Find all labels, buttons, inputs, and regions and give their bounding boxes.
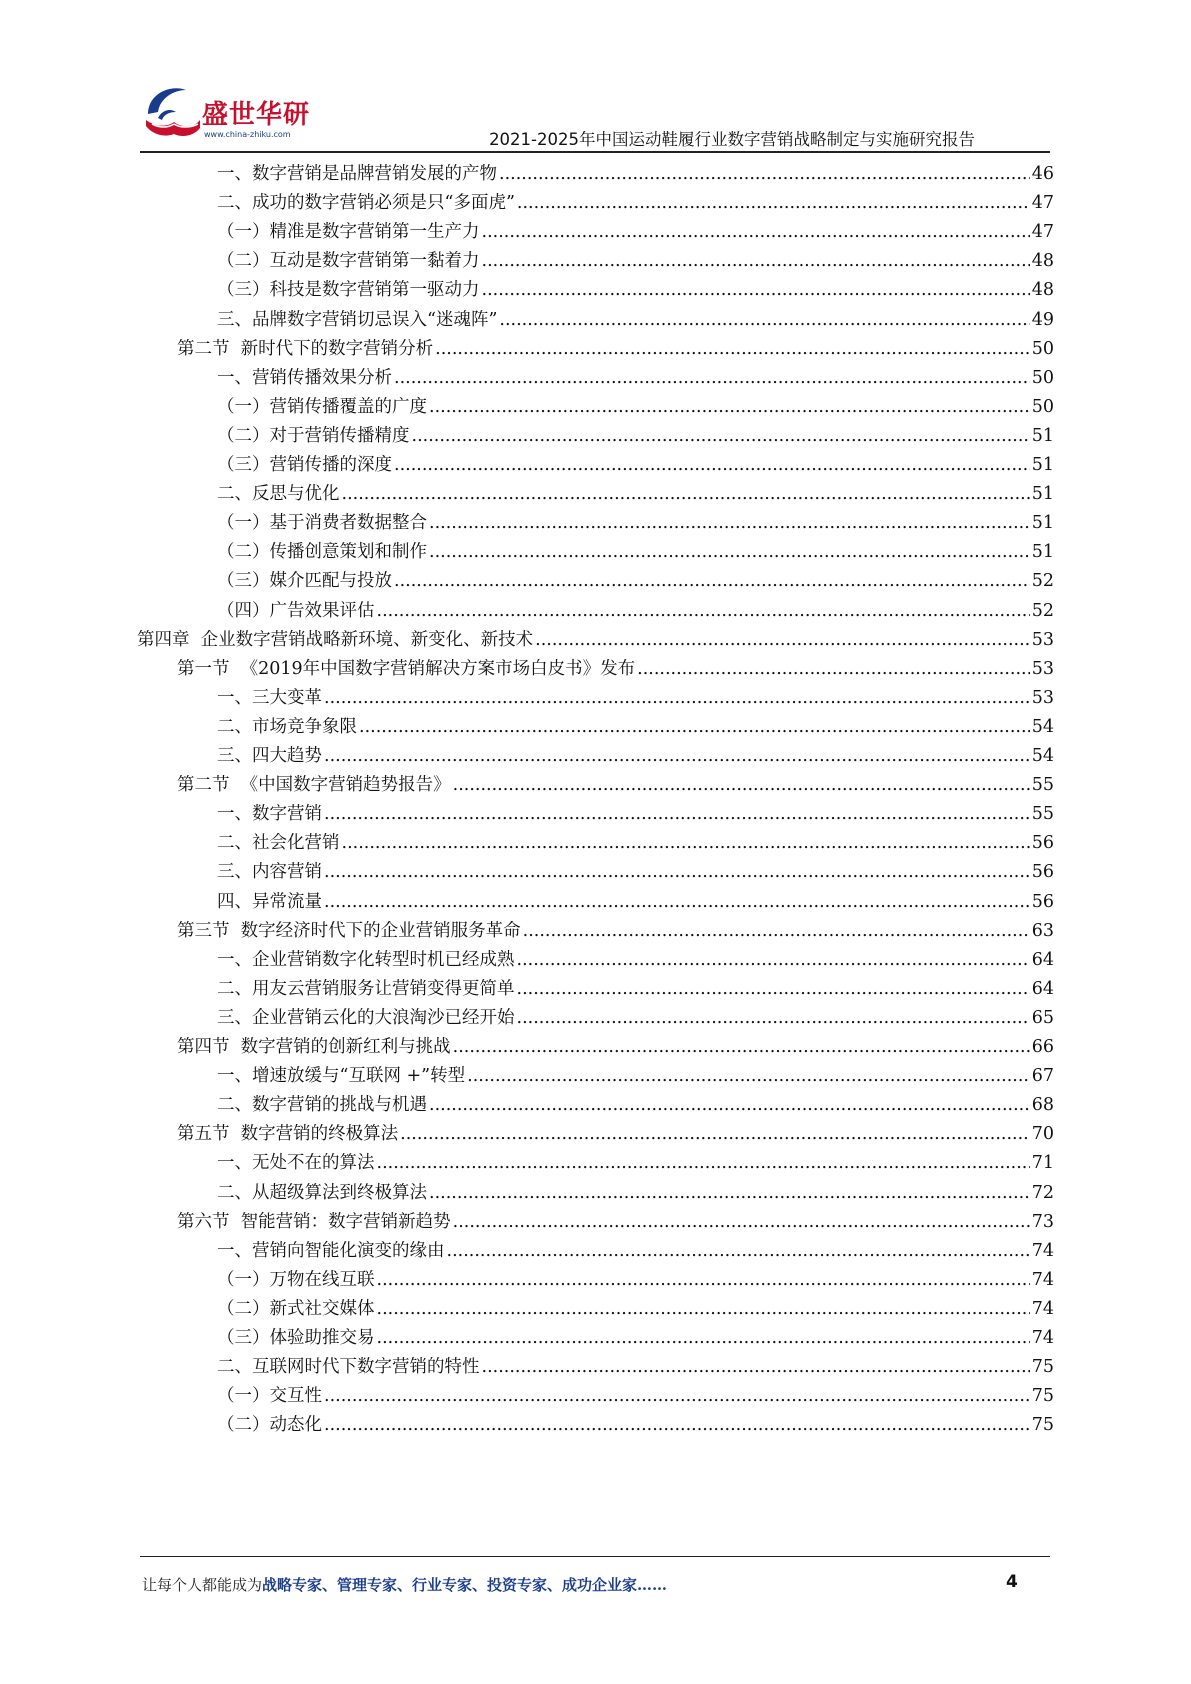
- toc-entry[interactable]: [217, 392, 1054, 423]
- toc-entry-title: （二）新式社交媒体: [217, 1298, 375, 1319]
- toc-entry-title: 第二节 新时代下的数字营销分析: [177, 338, 434, 359]
- toc-entry[interactable]: [217, 508, 1054, 539]
- toc-entry[interactable]: [217, 421, 1054, 452]
- toc-entry-page: 75: [1031, 1386, 1054, 1407]
- toc-entry-page: 74: [1031, 1328, 1054, 1348]
- toc-entry[interactable]: [217, 1178, 1054, 1209]
- toc-entry-title: （一）万物在线互联: [217, 1269, 375, 1290]
- toc-entry-title: 二、市场竞争象限: [217, 716, 357, 737]
- logo-name: 盛世华研: [202, 100, 311, 130]
- toc-entry[interactable]: [217, 1090, 1054, 1121]
- toc-entry-title: （一）营销传播覆盖的广度: [217, 396, 427, 417]
- toc-entry-title: （三）科技是数字营销第一驱动力: [217, 280, 480, 301]
- footer-divider: [140, 1556, 1050, 1557]
- toc-entry-title: 一、数字营销是品牌营销发展的产物: [217, 164, 497, 184]
- toc-entry[interactable]: [217, 1265, 1054, 1296]
- toc-entry-title: 三、品牌数字营销切忌误入“迷魂阵”: [217, 309, 498, 330]
- page-number: 4: [1006, 1572, 1018, 1592]
- toc-entry-title: （二）对于营销传播精度: [217, 425, 410, 446]
- toc-dot-leader: [453, 770, 1030, 801]
- toc-entry-title: 二、互联网时代下数字营销的特性: [217, 1357, 480, 1378]
- toc-entry-page: 53: [1031, 629, 1054, 650]
- toc-entry-title: （二）互动是数字营销第一黏着力: [217, 251, 480, 272]
- toc-entry-page: 53: [1031, 687, 1054, 708]
- toc-entry-page: 47: [1031, 222, 1054, 243]
- toc-entry[interactable]: [177, 1207, 1054, 1238]
- toc-entry[interactable]: [217, 828, 1054, 859]
- toc-entry-title: 第六节 智能营销：数字营销新趋势: [177, 1211, 451, 1232]
- toc-dot-leader: [429, 1090, 1030, 1121]
- toc-dot-leader: [324, 1410, 1030, 1441]
- toc-entry-title: （三）媒介匹配与投放: [217, 571, 392, 592]
- toc-entry[interactable]: [177, 916, 1054, 947]
- toc-entry[interactable]: [217, 1294, 1054, 1325]
- toc-entry-page: 54: [1031, 716, 1054, 737]
- toc-dot-leader: [324, 741, 1030, 772]
- toc-entry-page: 50: [1031, 396, 1054, 417]
- toc-entry-title: 二、社会化营销: [217, 833, 340, 854]
- toc-entry-page: 74: [1031, 1298, 1054, 1319]
- toc-entry-title: （一）基于消费者数据整合: [217, 513, 427, 534]
- toc-entry[interactable]: [137, 625, 1054, 656]
- toc-dot-leader: [377, 596, 1030, 627]
- toc-dot-leader: [447, 1236, 1030, 1267]
- toc-entry[interactable]: [217, 712, 1054, 743]
- toc-dot-leader: [482, 217, 1030, 248]
- logo-url: www.china-zhiku.com: [204, 130, 291, 139]
- toc-entry-page: 74: [1031, 1269, 1054, 1290]
- toc-dot-leader: [453, 1207, 1030, 1238]
- toc-entry-title: 一、营销传播效果分析: [217, 367, 392, 388]
- toc-entry[interactable]: [217, 857, 1054, 888]
- toc-entry[interactable]: [217, 1323, 1054, 1354]
- toc-entry-page: 74: [1031, 1240, 1054, 1261]
- toc-entry[interactable]: [217, 159, 1054, 190]
- toc-entry[interactable]: [217, 683, 1054, 714]
- toc-entry-page: 55: [1031, 775, 1054, 796]
- toc-dot-leader: [499, 159, 1030, 190]
- toc-entry[interactable]: [217, 305, 1054, 336]
- toc-entry-page: 75: [1031, 1415, 1054, 1436]
- toc-entry-page: 53: [1031, 658, 1054, 679]
- toc-entry-title: （一）交互性: [217, 1386, 322, 1407]
- toc-entry[interactable]: [217, 275, 1054, 306]
- toc-entry[interactable]: [217, 1003, 1054, 1034]
- toc-dot-leader: [342, 479, 1030, 510]
- toc-entry-title: 一、增速放缓与“互联网 +”转型: [217, 1066, 466, 1087]
- report-title: 2021-2025年中国运动鞋履行业数字营销战略制定与实施研究报告: [489, 130, 975, 149]
- toc-dot-leader: [377, 1265, 1030, 1296]
- toc-entry[interactable]: [217, 479, 1054, 510]
- toc-dot-leader: [324, 857, 1030, 888]
- toc-dot-leader: [517, 945, 1030, 976]
- toc-entry[interactable]: [217, 1148, 1054, 1179]
- toc-entry-title: （三）营销传播的深度: [217, 455, 392, 475]
- toc-entry[interactable]: [177, 770, 1054, 801]
- toc-entry-title: 一、无处不在的算法: [217, 1153, 375, 1174]
- toc-entry-page: 75: [1031, 1357, 1054, 1378]
- toc-entry-title: （二）动态化: [217, 1415, 322, 1436]
- toc-entry-title: 三、内容营销: [217, 862, 322, 883]
- toc-entry-title: 第四章 企业数字营销战略新环境、新变化、新技术: [137, 629, 534, 650]
- toc-entry[interactable]: [217, 566, 1054, 597]
- toc-entry-page: 51: [1031, 513, 1054, 534]
- page-header: [0, 0, 1191, 150]
- toc-dot-leader: [412, 421, 1030, 452]
- toc-dot-leader: [394, 363, 1030, 394]
- toc-dot-leader: [400, 1119, 1030, 1150]
- toc-entry[interactable]: [217, 450, 1054, 481]
- toc-entry-page: 52: [1031, 571, 1054, 592]
- toc-entry-page: 51: [1031, 425, 1054, 446]
- toc-entry-title: 一、三大变革: [217, 687, 322, 708]
- toc-entry-title: 第二节 《中国数字营销趋势报告》: [177, 775, 451, 796]
- toc-entry-page: 55: [1031, 804, 1054, 825]
- toc-entry-page: 50: [1031, 367, 1054, 388]
- toc-entry-title: 第五节 数字营销的终极算法: [177, 1124, 399, 1145]
- toc-dot-leader: [324, 683, 1030, 714]
- toc-entry-title: 第四节 数字营销的创新红利与挑战: [177, 1037, 451, 1057]
- toc-entry-page: 63: [1031, 920, 1054, 941]
- toc-entry[interactable]: [217, 1381, 1054, 1412]
- toc-entry[interactable]: [177, 1119, 1054, 1150]
- toc-dot-leader: [429, 392, 1030, 423]
- toc-entry-title: 二、反思与优化: [217, 484, 340, 505]
- toc-entry-page: 54: [1031, 746, 1054, 766]
- toc-entry-title: 二、成功的数字营销必须是只“多面虎”: [217, 193, 515, 214]
- toc-dot-leader: [324, 1381, 1030, 1412]
- toc-entry-page: 67: [1031, 1066, 1054, 1087]
- toc-entry[interactable]: [217, 217, 1054, 248]
- toc-entry-title: （一）精准是数字营销第一生产力: [217, 222, 480, 243]
- toc-entry-page: 64: [1031, 978, 1054, 999]
- toc-entry-page: 72: [1031, 1182, 1054, 1203]
- toc-entry-page: 51: [1031, 484, 1054, 505]
- toc-entry-title: （三）体验助推交易: [217, 1328, 375, 1348]
- toc-entry-page: 47: [1031, 193, 1054, 214]
- toc-dot-leader: [453, 1032, 1030, 1063]
- toc-entry-title: （二）传播创意策划和制作: [217, 542, 427, 563]
- toc-entry-page: 73: [1031, 1211, 1054, 1232]
- footer-slogan: [142, 1574, 667, 1595]
- toc-entry[interactable]: [217, 974, 1054, 1005]
- toc-entry-page: 70: [1031, 1124, 1054, 1145]
- toc-dot-leader: [517, 188, 1030, 219]
- toc-dot-leader: [429, 508, 1030, 539]
- logo-emblem-icon: [140, 80, 204, 144]
- company-logo: [140, 80, 340, 150]
- toc-entry-title: 第一节 《2019年中国数字营销解决方案市场白皮书》发布: [177, 658, 636, 679]
- toc-entry[interactable]: [217, 246, 1054, 277]
- toc-entry[interactable]: [217, 741, 1054, 772]
- toc-entry[interactable]: [217, 945, 1054, 976]
- toc-entry-title: 二、数字营销的挑战与机遇: [217, 1095, 427, 1116]
- toc-entry-page: 51: [1031, 542, 1054, 563]
- footer-slogan-emphasis: 战略专家、管理专家、行业专家、投资专家、成功企业家……: [262, 1576, 668, 1594]
- toc-entry-title: 二、从超级算法到终极算法: [217, 1182, 427, 1203]
- toc-entry[interactable]: [217, 537, 1054, 568]
- toc-entry-page: 56: [1031, 862, 1054, 883]
- toc-dot-leader: [482, 246, 1030, 277]
- toc-dot-leader: [429, 1178, 1030, 1209]
- toc-entry-page: 46: [1031, 164, 1054, 184]
- toc-entry[interactable]: [177, 334, 1054, 365]
- toc-dot-leader: [517, 974, 1030, 1005]
- toc-entry-page: 48: [1031, 251, 1054, 272]
- toc-entry-page: 66: [1031, 1037, 1054, 1057]
- toc-entry[interactable]: [217, 887, 1054, 918]
- toc-dot-leader: [482, 1352, 1030, 1383]
- toc-dot-leader: [394, 450, 1030, 481]
- toc-dot-leader: [435, 334, 1030, 365]
- toc-entry-page: 48: [1031, 280, 1054, 301]
- toc-entry-page: 64: [1031, 949, 1054, 970]
- toc-entry[interactable]: [217, 1236, 1054, 1267]
- toc-entry[interactable]: [217, 188, 1054, 219]
- toc-entry-page: 68: [1031, 1095, 1054, 1116]
- toc-dot-leader: [482, 275, 1030, 306]
- toc-entry[interactable]: [217, 363, 1054, 394]
- toc-entry-page: 56: [1031, 833, 1054, 854]
- toc-dot-leader: [535, 625, 1030, 656]
- toc-dot-leader: [377, 1148, 1030, 1179]
- toc-entry-title: 三、四大趋势: [217, 746, 322, 766]
- toc-dot-leader: [429, 537, 1030, 568]
- header-divider: [140, 151, 1050, 153]
- footer-slogan-prefix: 让每个人都能成为: [142, 1576, 263, 1594]
- toc-entry[interactable]: [177, 654, 1054, 685]
- toc-entry[interactable]: [217, 799, 1054, 830]
- toc-dot-leader: [377, 1323, 1030, 1354]
- toc-entry[interactable]: [217, 596, 1054, 627]
- toc-dot-leader: [377, 1294, 1030, 1325]
- toc-entry-title: 一、营销向智能化演变的缘由: [217, 1240, 445, 1261]
- toc-entry-title: 一、企业营销数字化转型时机已经成熟: [217, 949, 515, 970]
- toc-entry-page: 49: [1031, 309, 1054, 330]
- toc-entry-page: 65: [1031, 1007, 1054, 1028]
- toc-entry-title: 一、数字营销: [217, 804, 322, 825]
- toc-dot-leader: [342, 828, 1030, 859]
- toc-dot-leader: [499, 305, 1029, 336]
- toc-dot-leader: [467, 1061, 1030, 1092]
- toc-dot-leader: [359, 712, 1030, 743]
- toc-entry[interactable]: [217, 1352, 1054, 1383]
- toc-dot-leader: [517, 1003, 1030, 1034]
- toc-entry-page: 50: [1031, 338, 1054, 359]
- toc-entry-title: 三、企业营销云化的大浪淘沙已经开始: [217, 1007, 515, 1028]
- toc-entry-page: 51: [1031, 455, 1054, 475]
- toc-entry-title: 二、用友云营销服务让营销变得更简单: [217, 978, 515, 999]
- toc-entry-page: 71: [1031, 1153, 1054, 1174]
- toc-dot-leader: [394, 566, 1030, 597]
- toc-dot-leader: [523, 916, 1030, 947]
- toc-dot-leader: [324, 887, 1030, 918]
- toc-entry[interactable]: [177, 1032, 1054, 1063]
- toc-entry[interactable]: [217, 1410, 1054, 1441]
- toc-entry-page: 52: [1031, 600, 1054, 621]
- toc-entry-page: 56: [1031, 891, 1054, 912]
- toc-dot-leader: [637, 654, 1030, 685]
- toc-entry-title: （四）广告效果评估: [217, 600, 375, 621]
- toc-entry-title: 第三节 数字经济时代下的企业营销服务革命: [177, 920, 521, 941]
- toc-entry[interactable]: [217, 1061, 1054, 1092]
- toc-entry-title: 四、异常流量: [217, 891, 322, 912]
- toc-dot-leader: [324, 799, 1030, 830]
